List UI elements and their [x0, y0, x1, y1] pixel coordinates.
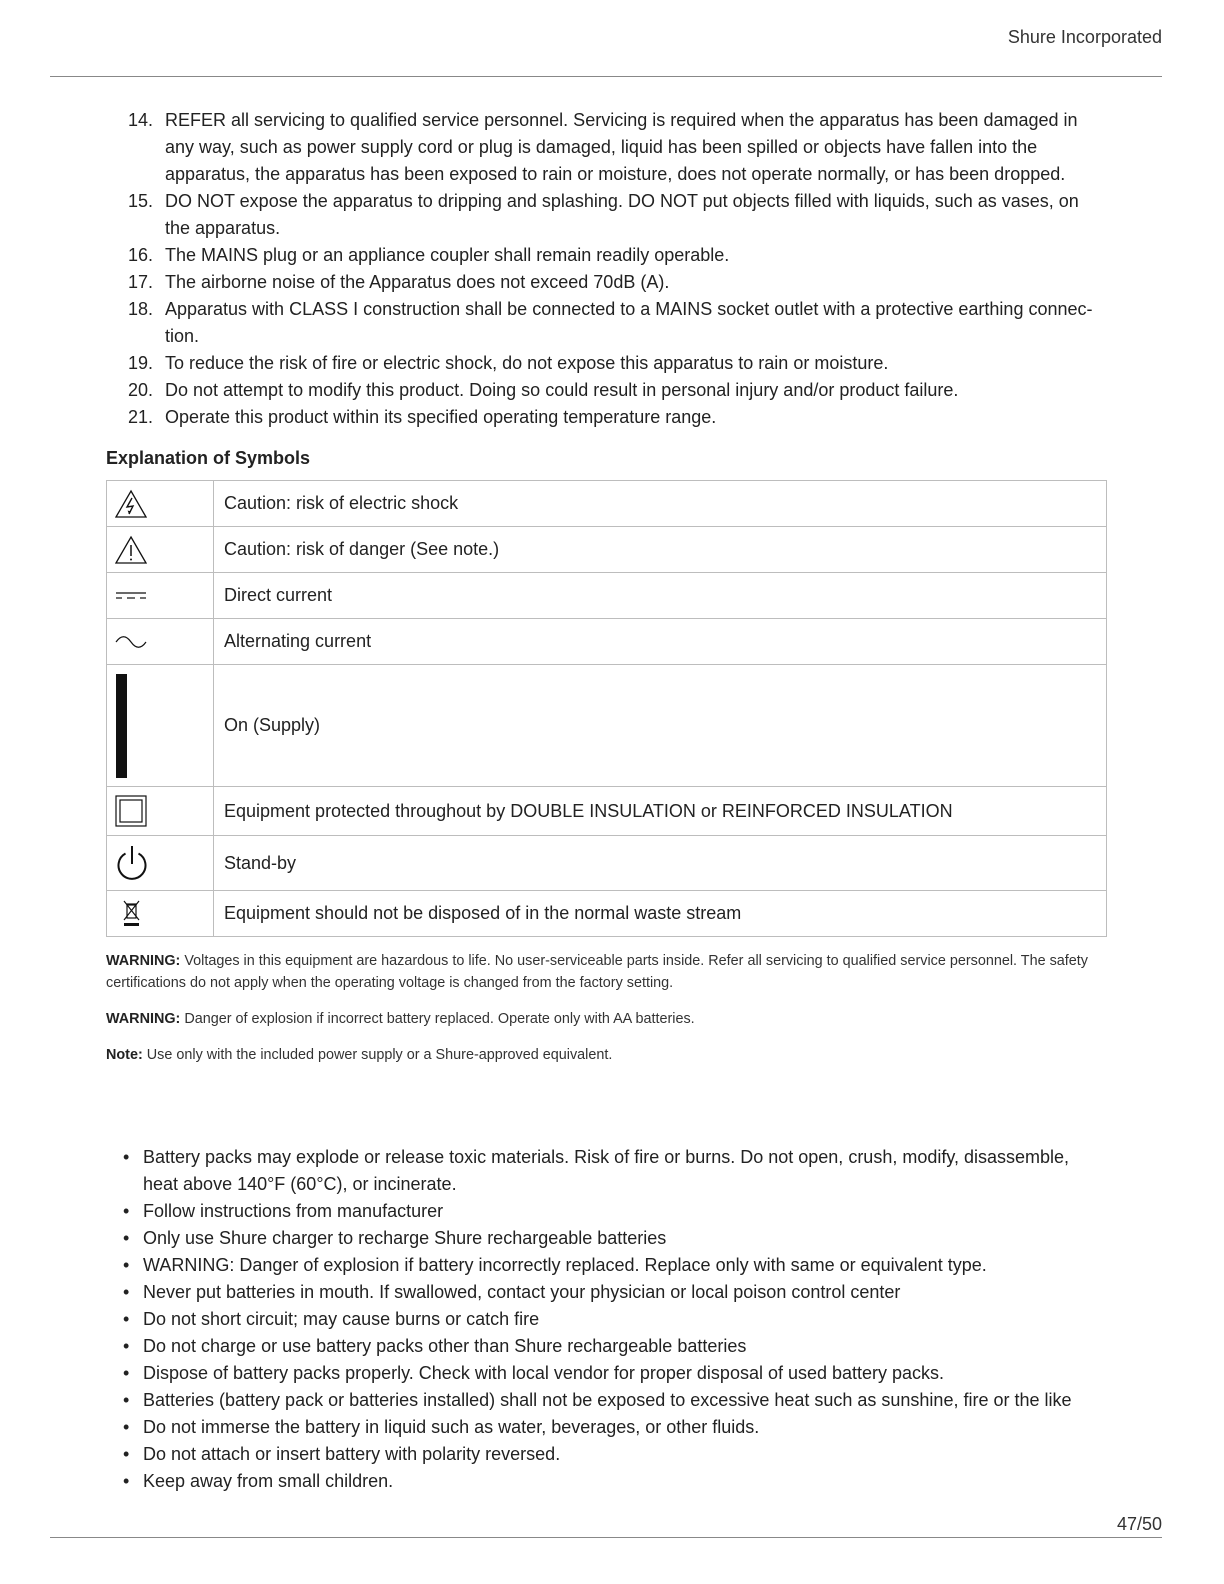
list-item-number: 14. [127, 110, 153, 130]
symbol-description: Caution: risk of danger (See note.) [214, 527, 1107, 573]
on-supply-icon [115, 674, 129, 778]
symbol-cell [107, 481, 214, 527]
battery-safety-list [106, 1144, 1108, 1495]
table-row [107, 481, 1107, 527]
page-number: 47/50 [1116, 1514, 1162, 1534]
warning-note [106, 950, 1108, 994]
symbol-description: On (Supply) [214, 665, 1107, 787]
symbols-table [106, 480, 1107, 937]
list-item: • Do not attach or insert battery with polarity reversed. [106, 1441, 1108, 1468]
list-item [106, 296, 1106, 350]
symbol-cell [107, 619, 214, 665]
list-item: • Do not charge or use battery packs other than Shure rechargeable batteries [106, 1333, 1108, 1360]
direct-current-icon [115, 590, 147, 602]
list-item [106, 377, 1106, 404]
list-item: • Batteries (battery pack or batteries installed) shall not be exposed to excessive heat such as sunshine, fire or the like [106, 1387, 1108, 1414]
list-item-text: Operate this product within its specified operating temperature range. [165, 407, 717, 427]
list-item-number: 15. [127, 191, 153, 211]
list-item-text: To reduce the risk of fire or electric shock, do not expose this apparatus to rain or moisture. [165, 353, 889, 373]
symbol-cell [107, 891, 214, 937]
alternating-current-icon [115, 635, 147, 649]
list-item-number: 17. [127, 272, 153, 292]
symbol-description: Equipment protected throughout by DOUBLE INSULATION or REINFORCED INSULATION [214, 787, 1107, 836]
symbol-cell [107, 787, 214, 836]
list-item-number: 19. [127, 353, 153, 373]
symbol-description: Alternating current [214, 619, 1107, 665]
list-item-text: DO NOT expose the apparatus to dripping and splashing. DO NOT put objects filled with liquids, such as vases, on the apparatus. [165, 191, 1079, 238]
electric-shock-warning-icon [115, 489, 147, 519]
symbols-heading: Explanation of Symbols [106, 448, 311, 468]
note-label: Note: [106, 1047, 143, 1063]
header-company-name: Shure Incorporated [1007, 27, 1162, 47]
warning-note [106, 1008, 1108, 1030]
symbol-cell [107, 573, 214, 619]
footer-divider [50, 1537, 1162, 1538]
table-row [107, 665, 1107, 787]
list-item: • Do not immerse the battery in liquid such as water, beverages, or other fluids. [106, 1414, 1108, 1441]
list-item [106, 404, 1106, 431]
symbol-description: Direct current [214, 573, 1107, 619]
note-label: WARNING: [106, 953, 181, 969]
table-row [107, 573, 1107, 619]
symbol-cell [107, 836, 214, 891]
list-item [106, 107, 1106, 188]
list-item [106, 269, 1106, 296]
list-item-number: 21. [127, 407, 153, 427]
table-row [107, 891, 1107, 937]
list-item: • Only use Shure charger to recharge Shure rechargeable batteries [106, 1225, 1108, 1252]
list-item-text: Do not attempt to modify this product. Doing so could result in personal injury and/or product failure. [165, 380, 959, 400]
list-item-number: 18. [127, 299, 153, 319]
symbol-cell [107, 665, 214, 787]
standby-power-icon [115, 844, 149, 882]
list-item: • Keep away from small children. [106, 1468, 1108, 1495]
danger-warning-icon [115, 535, 147, 565]
warning-notes [106, 950, 1108, 1080]
list-item-number: 16. [127, 245, 153, 265]
warning-note [106, 1044, 1108, 1066]
list-item: • Do not short circuit; may cause burns or catch fire [106, 1306, 1108, 1333]
list-item: • Dispose of battery packs properly. Check with local vendor for proper disposal of used battery packs. [106, 1360, 1108, 1387]
list-item: • Never put batteries in mouth. If swallowed, contact your physician or local poison control center [106, 1279, 1108, 1306]
table-row [107, 527, 1107, 573]
table-row [107, 787, 1107, 836]
list-item-text: The MAINS plug or an appliance coupler shall remain readily operable. [165, 245, 730, 265]
list-item [106, 242, 1106, 269]
list-item: • Battery packs may explode or release toxic materials. Risk of fire or burns. Do not open, crush, modify, disassemble, heat above 140°F (60°C), or incinerate. [106, 1144, 1108, 1198]
symbol-description: Equipment should not be disposed of in the normal waste stream [214, 891, 1107, 937]
table-row [107, 836, 1107, 891]
list-item-number: 20. [127, 380, 153, 400]
list-item-text: REFER all servicing to qualified service personnel. Servicing is required when the apparatus has been damaged in any way, such as power supply cord or plug is damaged, liquid has been spilled or objects have fallen into the apparatus, the apparatus has been exposed to rain or moisture, does not operate normally, or has been dropped. [165, 110, 1078, 184]
symbol-cell [107, 527, 214, 573]
list-item [106, 188, 1106, 242]
note-text: Danger of explosion if incorrect battery replaced. Operate only with AA batteries. [180, 1011, 695, 1027]
note-text: Use only with the included power supply or a Shure-approved equivalent. [142, 1047, 613, 1063]
crossed-bin-icon [115, 899, 147, 929]
list-item: • WARNING: Danger of explosion if battery incorrectly replaced. Replace only with same or equivalent type. [106, 1252, 1108, 1279]
note-text: Voltages in this equipment are hazardous to life. No user-serviceable parts inside. Refer all servicing to qualified service personnel. The safety certifications do not apply when the operating voltage is changed from the factory setting. [106, 953, 1088, 991]
symbol-description: Caution: risk of electric shock [214, 481, 1107, 527]
symbol-description: Stand-by [214, 836, 1107, 891]
note-label: WARNING: [106, 1011, 181, 1027]
table-row [107, 619, 1107, 665]
header-divider [50, 76, 1162, 77]
safety-instructions-list [106, 107, 1106, 431]
double-insulation-icon [115, 795, 147, 827]
list-item: • Follow instructions from manufacturer [106, 1198, 1108, 1225]
list-item-text: Apparatus with CLASS I construction shall be connected to a MAINS socket outlet with a protective earthing connection. [165, 299, 1093, 346]
list-item [106, 350, 1106, 377]
list-item-text: The airborne noise of the Apparatus does not exceed 70dB (A). [165, 272, 670, 292]
